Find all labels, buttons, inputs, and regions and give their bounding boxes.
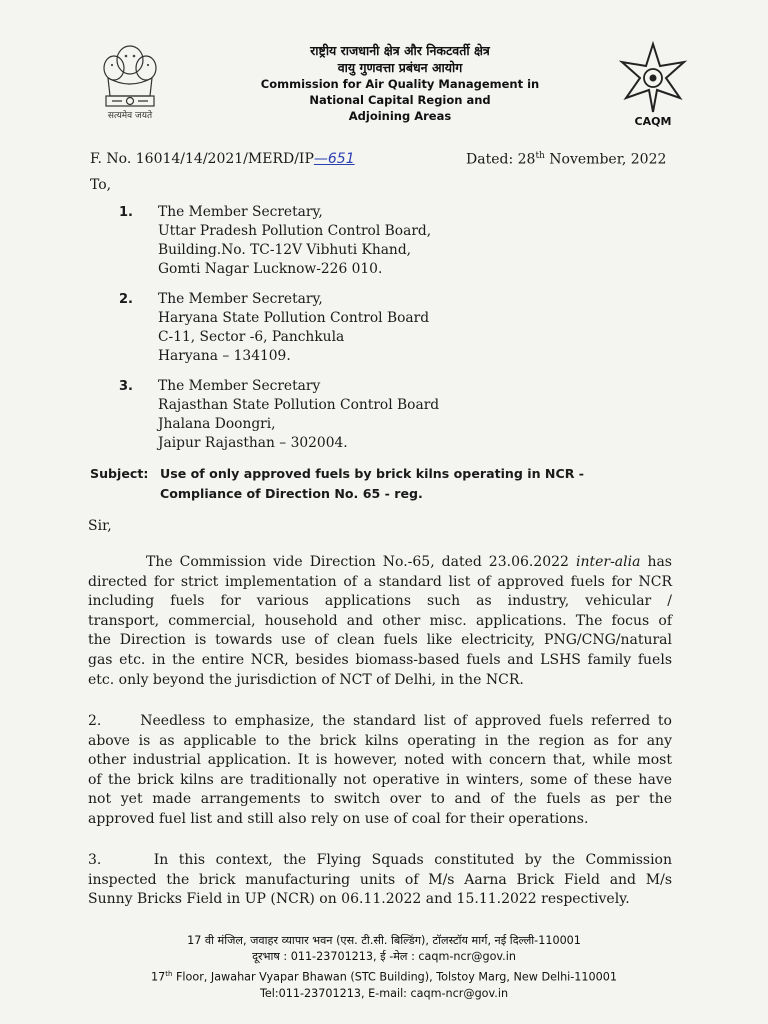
subject-label: Subject: <box>90 466 149 481</box>
letterhead-hindi-line-2: वायु गुणवत्ता प्रबंधन आयोग <box>337 60 463 75</box>
paragraph-line: 3. In this context, the Flying Squads constituted by the Commission <box>88 852 672 868</box>
addressee-line: Haryana – 134109. <box>158 348 291 364</box>
letterhead <box>200 42 600 124</box>
footer-english-address <box>100 966 668 986</box>
addressee-number: 2. <box>119 292 133 307</box>
paragraph-line: above is as applicable to the brick kilns operating in the region as for any <box>88 732 672 749</box>
paragraph-line: inspected the brick manufacturing units of M/s Aarna Brick Field and M/s <box>88 871 672 888</box>
file-number-handwritten: —651 <box>313 151 355 167</box>
subject-line-2: Compliance of Direction No. 65 - reg. <box>160 486 423 501</box>
addressee-line: The Member Secretary <box>158 378 321 394</box>
date-suffix: November, 2022 <box>544 151 667 168</box>
file-number <box>90 151 355 167</box>
paragraph-line: including fuels for various applications such as industry, vehicular / <box>88 593 672 610</box>
para1-text: The Commission vide Direction No.-65, dated 23.06.2022 <box>146 554 576 570</box>
subject-line-1: Use of only approved fuels by brick kilns operating in NCR - <box>160 466 585 481</box>
date-ordinal: th <box>535 151 545 161</box>
addressee-line: Jaipur Rajasthan – 302004. <box>158 435 348 451</box>
emblem-motto: सत्यमेव जयते <box>107 111 153 121</box>
caqm-logo-text: CAQM <box>634 115 672 128</box>
paragraph-line: etc. only beyond the jurisdiction of NCT of Delhi, in the NCR. <box>88 671 524 688</box>
paragraph-line: 2. Needless to emphasize, the standard list of approved fuels referred to <box>88 713 672 729</box>
caqm-logo-icon <box>614 40 692 128</box>
para1-text-end: has <box>640 554 672 570</box>
subject <box>90 464 690 504</box>
addressee-line: Building.No. TC-12V Vibhuti Khand, <box>158 242 412 258</box>
paragraph-2 <box>88 712 672 830</box>
addressee-line: The Member Secretary, <box>158 291 323 307</box>
paragraph-line: transport, commercial, household and other misc. applications. The focus of <box>88 612 672 629</box>
addressee-number: 1. <box>119 205 133 220</box>
letterhead-english-line-2: National Capital Region and <box>309 93 491 107</box>
footer-floor-ordinal: th <box>165 969 173 978</box>
addressee-line: Gomti Nagar Lucknow-226 010. <box>158 261 383 277</box>
paragraph-1 <box>88 553 672 690</box>
addressee-line: The Member Secretary, <box>158 204 323 220</box>
paragraph-line <box>88 553 672 573</box>
paragraph-line: other industrial application. It is however, noted with concern that, while most <box>88 752 672 769</box>
paragraph-line: the Direction is towards use of clean fuels like electricity, PNG/CNG/natural <box>88 632 672 649</box>
to-label: To, <box>90 177 112 193</box>
paragraph-3 <box>88 851 672 910</box>
addressee-line: C-11, Sector -6, Panchkula <box>158 329 345 345</box>
letter-date <box>466 151 666 168</box>
letterhead-english-line-3: Adjoining Areas <box>348 109 452 123</box>
addressee-number: 3. <box>119 379 133 394</box>
paragraph-line: approved fuel list and still also rely on use of coal for their operations. <box>88 810 589 827</box>
paragraph-line: directed for strict implementation of a standard list of approved fuels for NCR <box>88 573 672 590</box>
paragraph-line: Sunny Bricks Field in UP (NCR) on 06.11.2022 and 15.11.2022 respectively. <box>88 891 630 908</box>
addressee-line: Uttar Pradesh Pollution Control Board, <box>158 223 432 239</box>
paragraph-line: not yet made arrangements to switch over to and of the fuels as per the <box>88 791 672 808</box>
letterhead-hindi-line-1: राष्ट्रीय राजधानी क्षेत्र और निकटवर्ती क्षेत्र <box>310 43 490 58</box>
addressee-line: Rajasthan State Pollution Control Board <box>158 397 440 413</box>
letter-footer <box>100 933 668 1002</box>
footer-hindi-contact: दूरभाष : 011-23701213, ई -मेल : caqm-ncr@gov.in <box>252 950 516 964</box>
para1-italic: inter-alia <box>575 554 641 570</box>
footer-floor-number: 17 <box>150 970 166 984</box>
file-number-text: F. No. 16014/14/2021/MERD/IP <box>90 151 314 167</box>
addressee-line: Haryana State Pollution Control Board <box>158 310 430 326</box>
footer-english-contact: Tel:011-23701213, E-mail: caqm-ncr@gov.in <box>259 986 509 1000</box>
paragraph-line: gas etc. in the entire NCR, besides biomass-based fuels and LSHS family fuels <box>88 651 672 668</box>
footer-hindi-address: 17 वी मंजिल, जवाहर व्यापार भवन (एस. टी.सी. बिल्डिंग), टॉलस्टॉय मार्ग, नई दिल्ली-110001 <box>187 934 581 947</box>
paragraph-line: of the brick kilns are traditionally not operative in winters, some of these have <box>88 771 672 788</box>
letterhead-english-line-1: Commission for Air Quality Management in <box>260 77 540 91</box>
addressee-line: Jhalana Doongri, <box>158 416 276 432</box>
salutation: Sir, <box>88 518 112 534</box>
footer-address-text: Floor, Jawahar Vyapar Bhawan (STC Building), Tolstoy Marg, New Delhi-110001 <box>172 970 618 984</box>
date-prefix: Dated: 28 <box>466 151 536 168</box>
